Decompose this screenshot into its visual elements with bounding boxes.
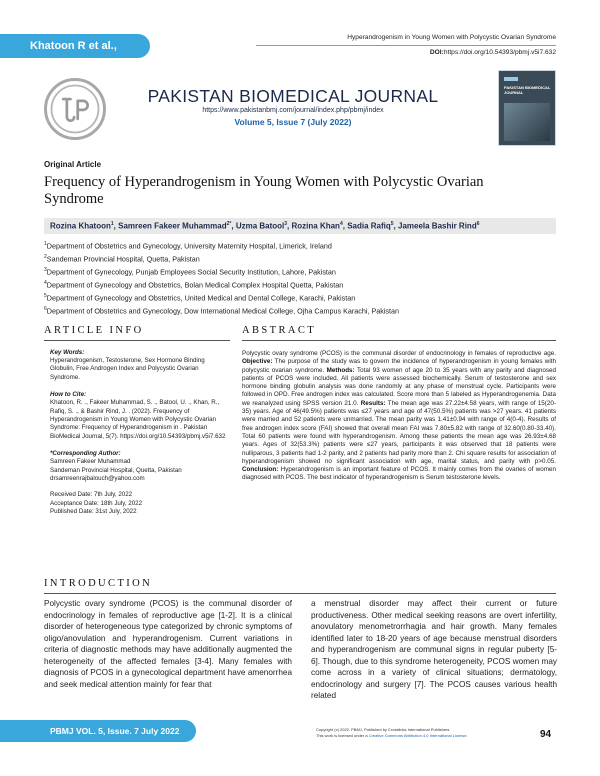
header-rule (256, 45, 556, 46)
affiliation-text: Department of Gynecology and Obstetrics, United Medical and Dental College, Karachi, Pakistan (46, 293, 356, 303)
affiliation-item (44, 278, 564, 291)
affiliation-list (44, 239, 564, 317)
affiliation-number: 4 (44, 279, 47, 286)
license-link[interactable]: Creative Commons Attribution 4.0 International License. (368, 732, 468, 738)
doi-label: DOI: (429, 49, 444, 56)
conclusion-label: Conclusion: (242, 466, 279, 474)
affiliation-text: Sandeman Provincial Hospital, Quetta, Pakistan (46, 254, 200, 264)
cover-image (504, 103, 550, 141)
methods-label: Methods: (326, 366, 355, 374)
affiliation-number: 6 (44, 305, 47, 312)
article-title: Frequency of Hyperandrogenism in Young Women with Polycystic Ovarian Syndrome (44, 174, 484, 207)
affiliation-item (44, 239, 564, 252)
article-info-heading: ARTICLE INFO (44, 325, 144, 336)
page-number: 94 (540, 729, 552, 740)
copyright-text: Copyright (c) 2022. PBMJ, Published by Crosslinks International Publishers (316, 727, 450, 732)
objective-label: Objective: (242, 358, 273, 366)
article-info-rule (44, 340, 230, 341)
footer-copyright (316, 727, 536, 738)
article-type: Original Article (44, 160, 102, 169)
citation: Khatoon, R. ., Fakeer Muhammad, S. ., Batool, U. ., Khan, R., Rafiq, S. ., & Bashir Rind, J. . (2022). Frequency of Hyperandrogenism in Young Women with Polycystic Ovarian Syndrome: Frequency of Hyperandrogenism in . Pakistan BioMedical Journal, 5(7). https://doi.org/10.54393/pbmj.v5i7.632 (50, 399, 226, 440)
author-affiliation-mark: 5 (390, 221, 394, 227)
affiliation-number: 1 (44, 241, 47, 247)
journal-volume: Volume 5, Issue 7 (July 2022) (234, 117, 352, 127)
author-name: Samreen Fakeer Muhammad (118, 221, 227, 231)
cite-label: How to Cite: (50, 391, 87, 399)
doi (256, 47, 556, 59)
corresponding-email[interactable]: drsamreenrajbalouch@yahoo.com (50, 475, 145, 483)
affiliation-text: Department of Gynecology and Obstetrics, Bolan Medical Complex Hospital Quetta, Pakistan (46, 280, 344, 290)
affiliation-item (44, 265, 564, 278)
author-tab: Khatoon R et al., (0, 34, 150, 58)
affiliation-text: Department of Gynecology, Punjab Employees Social Security Institution, Lahore, Pakistan (46, 267, 336, 277)
affiliation-text: Department of Obstetrics and Gynecology, University Maternity Hospital, Limerick, Ireland (46, 241, 332, 251)
author-name: Rozina Khatoon (50, 221, 111, 231)
received-date: Received Date: 7th July, 2022 (50, 491, 133, 499)
article-info (50, 348, 230, 517)
abstract-heading: ABSTRACT (242, 325, 317, 336)
affiliation-number: 3 (44, 266, 47, 273)
abstract-rule (242, 340, 556, 341)
author-name: Sadia Rafiq (347, 221, 391, 231)
journal-name: PAKISTAN BIOMEDICAL JOURNAL (147, 86, 439, 106)
author-name: Rozina Khan (291, 221, 340, 231)
cover-bar (504, 77, 518, 81)
corresponding-label: *Corresponding Author: (50, 450, 121, 458)
results-text: The mean age was 27.22±4.58 years, with range of 15(20-35) years. Age of 46(49.5%) patients was ≤27 years and age of 47(50.5%) patients was >27 years. 41 patients were married and 52 patients were unmarried. The mean parity was 1.41±0.94 with range of 4(0-4). Results of free androgen index score (FAI) showed that overall mean FAI was 7.80±5.82 with range of 32.60(0.80-33.40). Total 60 patients were found with hyperandrogenism. Among these patients the mean age was 26.93±4.68 years. Ages of 32(53.3%) patients were ≤27 years, participants it was observed that 18 patients were nulliparous, 3 patients had 1-2 parity, and 2 patients had parity more than 2. Chi square results for association of hyperandrogenism showed no significant association with age, marital status, and parity with p>0.05. (242, 399, 556, 465)
introduction-rule (44, 593, 556, 594)
author-affiliation-mark: 3 (284, 221, 288, 227)
journal-block (118, 86, 468, 128)
abstract-body (242, 350, 556, 483)
cover-title: PAKISTAN BIOMEDICAL JOURNAL (504, 85, 551, 95)
methods-text: Total 93 women of age 20 to 35 years with any parity and diagnosed patients of PCOS were included. All patients were assessed biochemically. Serum of testosterone and sex hormone binding globulin analysis was done randomly at any phase of menstrual cycle. Participants were followed in OPD. Free androgen index was calculated. Score more than 5 labeled as Hyperandrogenemia. Data we reanalyzed using SPSS version 21.0. (242, 366, 557, 407)
journal-logo (44, 78, 106, 140)
introduction-heading: INTRODUCTION (44, 578, 153, 589)
accepted-date: Acceptance Date: 18th July, 2022 (50, 499, 143, 507)
author-affiliation-mark: 1 (110, 221, 114, 227)
author-affiliation-mark: 6 (476, 221, 480, 227)
published-date: Published Date: 31st July, 2022 (50, 508, 137, 516)
affiliation-item (44, 304, 564, 317)
affiliation-item (44, 252, 564, 265)
objective-text: The purpose of the study was to govern the incidence of hyperandrogenism in young females with polycystic ovarian syndrome. (242, 358, 556, 374)
doi-link[interactable]: https://doi.org/10.54393/pbmj.v5i7.632 (443, 49, 556, 56)
running-head (256, 32, 556, 59)
affiliation-number: 5 (44, 292, 47, 299)
keywords: Hyperandrogenism, Testosterone, Sex Hormone Binding Globulin, Free Androgen Index and Polycystic Ovarian Syndrome. (50, 357, 205, 381)
running-title: Hyperandrogenism in Young Women with Polycystic Ovarian Syndrome (347, 34, 556, 41)
introduction-left-column: Polycystic ovary syndrome (PCOS) is the communal disorder of endocrinology in females of reproductive age [1-2]. It is a clinical disorder of heterogeneous type categorized by chronic symptoms of oligo/anovulation and hyperandrogenism. Current variations in criteria of diagnostic methods may have additionally augmented the heterogeneity of the affected females [3-4]. Many females with diagnosis of PCOS in a gynecological department have amenorrhea and seek medical attention mainly for fear that (44, 599, 292, 689)
corresponding-affiliation: Sandeman Provincial Hospital, Quetta, Pakistan (50, 466, 182, 474)
license-prefix: This work is licensed under a (316, 732, 368, 738)
keywords-label: Key Words: (50, 349, 85, 356)
author-name: Jameela Bashir Rind (398, 221, 477, 231)
affiliation-number: 2 (44, 253, 47, 260)
results-label: Results: (360, 399, 386, 407)
journal-cover-thumbnail (498, 70, 556, 146)
footer-issue-tab: PBMJ VOL. 5, Issue. 7 July 2022 (0, 720, 196, 742)
journal-url[interactable]: https://www.pakistanbmj.com/journal/index.php/pbmj/index (202, 107, 384, 114)
affiliation-text: Department of Obstetrics and Gynecology, Dow International Medical College, Ojha Campus Karachi, Pakistan (46, 306, 400, 316)
author-name: Uzma Batool (235, 221, 285, 231)
affiliation-item (44, 291, 564, 304)
author-list: Rozina Khatoon$^1$, Samreen Fakeer Muhammad$^{2*}$, Uzma Batool$^3$, Rozina Khan$^4$, Sadia Rafiq$^5$, Jameela Bashir Rind$^6$ (50, 221, 480, 231)
author-affiliation-mark: 2* (226, 221, 232, 227)
author-affiliation-mark: 4 (339, 221, 343, 227)
abstract-intro: Polycystic ovary syndrome (PCOS) is the communal disorder of endocrinology in females of reproductive age. (242, 350, 556, 357)
conclusion-text: Hyperandrogenism is an important feature of PCOS. It mainly comes from the ovaries of women diagnosed with PCOS. The best indicator of hyperandrogenism is Serum testosterone levels. (242, 466, 557, 482)
introduction-right-column: a menstrual disorder may affect their current or future productiveness. Other medical seeking reasons are overt infertility, anovulatory menometrorrhagia and hair growth. Many females identified later to 18-20 years of age because menstrual disorders and hyperandrogenism are communal signs in regular puberty [5-6]. Though, due to this syndrome heterogeneity, PCOS women may come across in a variety of clinical situations; dermatology, endocrinology and surgery [7]. The PCOS causes various health related (311, 599, 557, 700)
logo-mark-icon (47, 81, 103, 137)
corresponding-name: Samreen Fakeer Muhammad (50, 458, 131, 466)
